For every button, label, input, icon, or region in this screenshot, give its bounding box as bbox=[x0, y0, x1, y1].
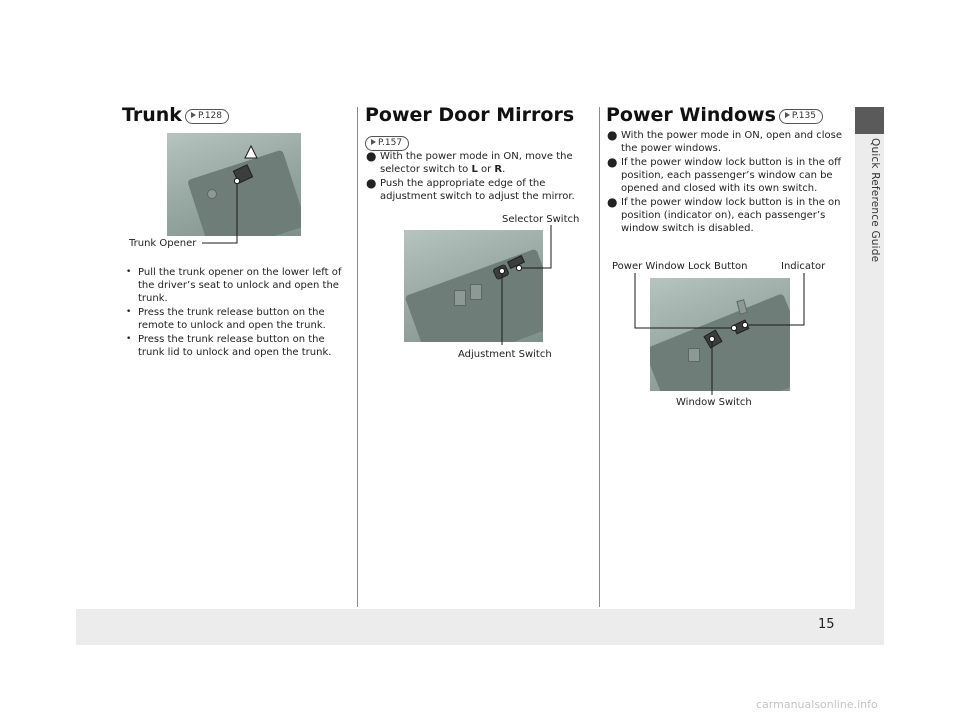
trunk-bullets bbox=[124, 266, 354, 360]
trunk-opener-photo bbox=[167, 133, 301, 236]
lock-button-callout: Power Window Lock Button bbox=[612, 261, 748, 272]
window-switch-shape bbox=[454, 290, 466, 306]
watermark: carmanualsonline.info bbox=[756, 698, 878, 711]
section-tab-marker bbox=[855, 107, 884, 134]
selector-switch-callout: Selector Switch bbox=[502, 214, 580, 225]
trunk-title: Trunk bbox=[122, 104, 182, 126]
mirrors-bullets bbox=[366, 150, 592, 204]
window-switch-photo bbox=[650, 278, 790, 391]
window-switch-shape bbox=[688, 348, 700, 362]
column-divider-2 bbox=[599, 107, 600, 607]
window-switch-shape bbox=[470, 284, 482, 300]
ref-arrow-icon bbox=[191, 112, 196, 118]
fuel-opener-button bbox=[207, 189, 217, 199]
trunk-page-ref[interactable]: P.128 bbox=[185, 109, 229, 124]
trunk-bullet: • Press the trunk release button on the remote to unlock and open the trunk. bbox=[126, 307, 326, 331]
mirrors-page-ref[interactable]: P.157 bbox=[365, 136, 409, 151]
ref-arrow-icon bbox=[785, 112, 790, 118]
trunk-bullet: • Press the trunk release button on the trunk lid to unlock and open the trunk. bbox=[126, 334, 332, 358]
ref-arrow-icon bbox=[371, 139, 376, 145]
adjustment-switch-callout: Adjustment Switch bbox=[458, 349, 552, 360]
footer-band bbox=[76, 609, 884, 645]
section-tab-label: Quick Reference Guide bbox=[869, 138, 881, 263]
trunk-opener-callout: Trunk Opener bbox=[129, 238, 197, 249]
mirrors-heading: Power Door Mirrors bbox=[365, 104, 575, 126]
windows-page-ref[interactable]: P.135 bbox=[779, 109, 823, 124]
windows-title: Power Windows bbox=[606, 104, 776, 126]
door-trim-shape bbox=[187, 150, 301, 236]
mirrors-bullet: ● With the power mode in ON, move the selector switch to L or R. bbox=[366, 149, 573, 175]
mirrors-bullet: ● Push the appropriate edge of the adjustment switch to adjust the mirror. bbox=[366, 176, 575, 202]
trunk-bullet: • Pull the trunk opener on the lower left of the driver’s seat to unlock and open the trunk. bbox=[126, 267, 342, 304]
windows-bullet: ● If the power window lock button is in the off position, each passenger’s window can be opened and closed with its own switch. bbox=[607, 155, 842, 194]
windows-heading bbox=[606, 104, 823, 126]
mirror-switch-photo bbox=[404, 230, 543, 342]
column-divider-1 bbox=[357, 107, 358, 607]
windows-bullet: ● If the power window lock button is in the on position (indicator on), each passenger’s window switch is disabled. bbox=[607, 195, 841, 234]
windows-bullet: ● With the power mode in ON, open and close the power windows. bbox=[607, 128, 842, 154]
windows-bullets bbox=[607, 129, 843, 236]
window-switch-callout: Window Switch bbox=[676, 397, 752, 408]
page-number: 15 bbox=[818, 617, 835, 632]
trunk-heading bbox=[122, 104, 229, 126]
indicator-callout: Indicator bbox=[781, 261, 826, 272]
